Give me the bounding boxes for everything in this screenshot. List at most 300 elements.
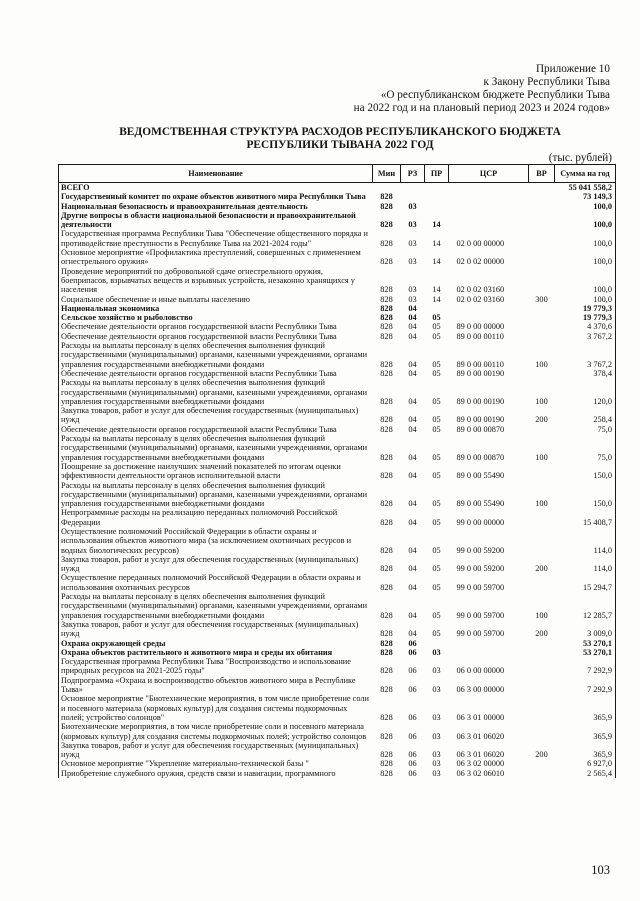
cell-min: 828	[380, 322, 393, 332]
cell-rz: 06	[408, 759, 417, 769]
cell-min: 828	[380, 201, 393, 211]
table-row	[59, 639, 616, 648]
cell-sum: 100,0	[555, 229, 616, 248]
cell-pr: 05	[432, 452, 441, 462]
cell-min: 828	[380, 359, 393, 369]
cell-sum: 114,0	[555, 555, 616, 574]
cell-vr: 300	[535, 294, 548, 304]
cell-rz: 04	[408, 396, 417, 406]
column-header-pr: ПР	[425, 165, 449, 183]
cell-vr: 100	[535, 452, 548, 462]
table-row	[59, 527, 616, 555]
cell-name: Поощрение за достижение наилучших значений показателей по итогам оценки эффективности деятельности органов исполнительной власти	[59, 462, 373, 481]
cell-rz: 06	[408, 647, 417, 657]
cell-pr: 05	[432, 545, 441, 555]
cell-min: 828	[380, 712, 393, 722]
cell-pr: 14	[432, 220, 441, 230]
cell-min: 828	[380, 257, 393, 267]
cell-rz: 04	[408, 424, 417, 434]
table-body	[59, 183, 616, 779]
cell-pr: 03	[432, 731, 441, 741]
cell-pr	[425, 183, 449, 193]
cell-vr	[529, 694, 555, 722]
cell-csr: 02 0 02 03160	[456, 285, 505, 295]
budget-table	[58, 164, 616, 778]
cell-pr: 05	[432, 313, 441, 323]
cell-pr: 05	[432, 610, 441, 620]
cell-min: 828	[380, 303, 393, 313]
cell-csr: 89 0 00 55490	[456, 499, 505, 509]
cell-csr: 89 0 00 00190	[456, 368, 505, 378]
cell-vr: 200	[535, 415, 548, 425]
cell-rz: 03	[408, 220, 417, 230]
cell-sum: 6 927,0	[555, 759, 616, 768]
cell-vr	[529, 202, 555, 211]
cell-rz: 06	[408, 685, 417, 695]
cell-name: Расходы на выплаты персоналу в целях обеспечения выполнения функций государственными (муниципальными) органами, казенными учреждениями, органами управления государственными внебюджетными фондами	[59, 481, 373, 509]
table-row	[59, 406, 616, 425]
table-row	[59, 378, 616, 406]
cell-csr: 89 0 00 00110	[456, 331, 504, 341]
table-row	[59, 508, 616, 527]
cell-rz: 04	[408, 368, 417, 378]
cell-name: Расходы на выплаты персоналу в целях обеспечения выполнения функций государственными (муниципальными) органами, казенными учреждениями, органами управления государственными внебюджетными фондами	[59, 378, 373, 406]
cell-pr: 05	[432, 517, 441, 527]
cell-csr: 89 0 00 00190	[456, 415, 505, 425]
cell-sum: 73 149,3	[555, 192, 616, 201]
cell-vr	[529, 573, 555, 592]
cell-rz: 03	[408, 201, 417, 211]
cell-min: 828	[380, 415, 393, 425]
cell-rz: 04	[408, 331, 417, 341]
cell-csr: 99 0 00 59200	[456, 545, 505, 555]
table-row	[59, 462, 616, 481]
cell-pr: 03	[432, 768, 441, 778]
appendix-line: к Закону Республики Тыва	[483, 76, 610, 88]
cell-sum: 7 292,9	[555, 657, 616, 676]
title-line: РЕСПУБЛИКИ ТЫВАНА 2022 ГОД	[246, 139, 434, 151]
cell-vr	[529, 192, 555, 201]
cell-rz: 06	[408, 638, 417, 648]
cell-name: Национальная экономика	[59, 304, 373, 313]
table-row	[59, 741, 616, 760]
cell-rz: 04	[408, 564, 417, 574]
cell-csr	[449, 192, 529, 201]
cell-rz: 04	[408, 313, 417, 323]
cell-csr: 99 0 00 59700	[456, 610, 505, 620]
table-row	[59, 676, 616, 695]
cell-name: Закупка товаров, работ и услуг для обеспечения государственных (муниципальных) нужд	[59, 620, 373, 639]
units-label: (тыс. рублей)	[548, 152, 612, 164]
cell-name: Закупка товаров, работ и услуг для обеспечения государственных (муниципальных) нужд	[59, 555, 373, 574]
cell-name: Биотехнические мероприятия, в том числе приобретение соли и посевного материала (кормовых культур) для создания системы подкормочных полей; устройство солонцов	[59, 722, 373, 741]
cell-vr	[529, 332, 555, 341]
cell-min: 828	[380, 610, 393, 620]
table-row	[59, 425, 616, 434]
cell-name: Расходы на выплаты персоналу в целях обеспечения выполнения функций государственными (муниципальными) органами, казенными учреждениями, органами управления государственными внебюджетными фондами	[59, 341, 373, 369]
cell-rz: 04	[408, 517, 417, 527]
table-row	[59, 694, 616, 722]
cell-pr: 05	[432, 368, 441, 378]
cell-csr: 89 0 00 00110	[456, 359, 504, 369]
cell-csr: 89 0 00 00870	[456, 424, 505, 434]
cell-csr: 06 3 02 06010	[456, 768, 505, 778]
cell-min: 828	[380, 192, 393, 202]
cell-name: Обеспечение деятельности органов государственной власти Республики Тыва	[59, 322, 373, 331]
cell-name: Закупка товаров, работ и услуг для обеспечения государственных (муниципальных) нужд	[59, 741, 373, 760]
cell-sum: 378,4	[555, 369, 616, 378]
cell-name: Приобретение служебного оружия, средств связи и навигации, программного	[59, 769, 373, 778]
cell-name: Осуществление полномочий Российской Федерации в области охраны и использования объектов животного мира (за исключением охотничьих ресурсов и водных биологических ресурсов)	[59, 527, 373, 555]
cell-csr: 89 0 00 00190	[456, 396, 505, 406]
cell-pr: 14	[432, 257, 441, 267]
cell-rz	[401, 183, 425, 193]
table-row	[59, 313, 616, 322]
cell-vr	[529, 267, 555, 295]
cell-min: 828	[380, 294, 393, 304]
table-row	[59, 481, 616, 509]
cell-csr	[449, 648, 529, 657]
table-row	[59, 722, 616, 741]
title-line: ВЕДОМСТВЕННАЯ СТРУКТУРА РАСХОДОВ РЕСПУБЛИКАНСКОГО БЮДЖЕТА	[119, 126, 561, 138]
cell-vr	[529, 639, 555, 648]
cell-vr	[529, 508, 555, 527]
cell-min: 828	[380, 768, 393, 778]
cell-pr: 05	[432, 424, 441, 434]
cell-csr	[449, 313, 529, 322]
cell-csr	[449, 183, 529, 193]
cell-csr: 99 0 00 59700	[456, 582, 505, 592]
cell-sum: 365,9	[555, 694, 616, 722]
cell-pr: 14	[432, 294, 441, 304]
table-row	[59, 332, 616, 341]
table-row	[59, 369, 616, 378]
table-row	[59, 592, 616, 620]
cell-min: 828	[380, 424, 393, 434]
cell-min: 828	[380, 313, 393, 323]
cell-pr: 14	[432, 238, 441, 248]
cell-pr	[425, 202, 449, 211]
cell-min: 828	[380, 750, 393, 760]
cell-rz: 04	[408, 629, 417, 639]
cell-csr: 06 3 00 00000	[456, 685, 505, 695]
cell-name: Обеспечение деятельности органов государственной власти Республики Тыва	[59, 332, 373, 341]
cell-name: Государственная программа Республики Тыва "Обеспечение общественного порядка и противодействие преступности в Республике Тыва на 2021-2024 годы"	[59, 229, 373, 248]
cell-name: Охрана объектов растительного и животного мира и среды их обитания	[59, 648, 373, 657]
table-row	[59, 295, 616, 304]
table-row	[59, 202, 616, 211]
cell-csr	[449, 304, 529, 313]
cell-rz: 04	[408, 415, 417, 425]
cell-pr	[425, 192, 449, 201]
page-number: 103	[591, 863, 610, 877]
cell-pr: 05	[432, 582, 441, 592]
table-row	[59, 759, 616, 768]
cell-vr	[529, 211, 555, 230]
cell-min: 828	[380, 285, 393, 295]
cell-csr: 06 3 01 06020	[456, 750, 505, 760]
cell-pr: 05	[432, 415, 441, 425]
cell-pr: 05	[432, 499, 441, 509]
cell-min: 828	[380, 731, 393, 741]
cell-rz: 04	[408, 545, 417, 555]
cell-name: Государственный комитет по охране объектов животного мира Республики Тыва	[59, 192, 373, 201]
cell-rz: 04	[408, 452, 417, 462]
table-row	[59, 555, 616, 574]
appendix-line: «О республиканском бюджете Республики Тыва	[380, 89, 610, 101]
table-row	[59, 248, 616, 267]
cell-sum: 114,0	[555, 527, 616, 555]
cell-pr: 03	[432, 685, 441, 695]
cell-sum: 19 779,3	[555, 304, 616, 313]
column-header-csr: ЦСР	[449, 165, 529, 183]
cell-min: 828	[380, 499, 393, 509]
table-row	[59, 657, 616, 676]
cell-name: Охрана окружающей среды	[59, 639, 373, 648]
cell-pr: 05	[432, 396, 441, 406]
cell-sum: 3 009,0	[555, 620, 616, 639]
cell-vr: 100	[535, 396, 548, 406]
cell-sum: 120,0	[555, 378, 616, 406]
cell-sum: 53 270,1	[555, 639, 616, 648]
appendix-note	[354, 63, 610, 115]
cell-min: 828	[380, 220, 393, 230]
cell-csr: 99 0 00 00000	[456, 517, 505, 527]
table-row	[59, 322, 616, 331]
cell-name: Осуществление переданных полномочий Российской Федерации в области охраны и использования охотничьих ресурсов	[59, 573, 373, 592]
cell-csr: 02 0 02 03160	[456, 294, 505, 304]
cell-pr: 03	[432, 712, 441, 722]
table-row	[59, 211, 616, 230]
cell-vr: 200	[535, 629, 548, 639]
cell-name: Основное мероприятие "Биотехнические мероприятия, в том числе приобретение соли и посевного материала (кормовых культур) для создания системы подкормочных полей; устройство солонцов"	[59, 694, 373, 722]
cell-vr: 100	[535, 610, 548, 620]
cell-sum: 365,9	[555, 741, 616, 760]
cell-csr: 89 0 00 55490	[456, 471, 505, 481]
cell-rz: 03	[408, 238, 417, 248]
cell-sum: 53 270,1	[555, 648, 616, 657]
cell-rz: 03	[408, 285, 417, 295]
column-header-name: Наименование	[59, 165, 373, 183]
cell-csr: 89 0 00 00000	[456, 322, 505, 332]
cell-min: 828	[380, 759, 393, 769]
cell-sum: 2 565,4	[555, 769, 616, 778]
cell-min: 828	[380, 545, 393, 555]
cell-vr	[529, 769, 555, 778]
cell-pr: 05	[432, 564, 441, 574]
table-row	[59, 229, 616, 248]
cell-name: Обеспечение деятельности органов государственной власти Республики Тыва	[59, 369, 373, 378]
cell-min: 828	[380, 564, 393, 574]
cell-name: Основное мероприятие "Укрепление материально-технической базы "	[59, 759, 373, 768]
cell-min: 828	[380, 331, 393, 341]
cell-rz: 06	[408, 768, 417, 778]
cell-vr	[529, 304, 555, 313]
cell-vr	[529, 759, 555, 768]
cell-min: 828	[380, 629, 393, 639]
cell-sum: 4 370,6	[555, 322, 616, 331]
table-row	[59, 267, 616, 295]
cell-csr: 02 0 00 00000	[456, 238, 505, 248]
cell-sum: 100,0	[555, 295, 616, 304]
cell-sum: 55 041 558,2	[555, 183, 616, 193]
cell-sum: 258,4	[555, 406, 616, 425]
cell-min: 828	[380, 452, 393, 462]
cell-pr: 05	[432, 322, 441, 332]
column-header-rz: РЗ	[401, 165, 425, 183]
cell-vr	[529, 229, 555, 248]
table-row	[59, 341, 616, 369]
cell-sum: 100,0	[555, 211, 616, 230]
cell-min: 828	[380, 685, 393, 695]
cell-name: Подпрограмма «Охрана и воспроизводство объектов животного мира в Республике Тыва»	[59, 676, 373, 695]
cell-rz: 04	[408, 499, 417, 509]
cell-csr	[449, 639, 529, 648]
cell-rz: 06	[408, 712, 417, 722]
cell-name: Основное мероприятие «Профилактика преступлений, совершенных с применением огнестрельного оружия»	[59, 248, 373, 267]
cell-sum: 3 767,2	[555, 332, 616, 341]
cell-min: 828	[380, 582, 393, 592]
cell-rz: 04	[408, 322, 417, 332]
cell-vr	[529, 183, 555, 193]
cell-rz: 04	[408, 610, 417, 620]
cell-sum: 15 294,7	[555, 573, 616, 592]
cell-rz: 04	[408, 471, 417, 481]
table-row	[59, 620, 616, 639]
cell-pr	[425, 639, 449, 648]
cell-vr	[529, 322, 555, 331]
cell-name: Проведение мероприятий по добровольной сдаче огнестрельного оружия, боеприпасов, взрывчатых веществ и взрывных устройств, незаконно хранящихся у населения	[59, 267, 373, 295]
cell-csr: 89 0 00 00870	[456, 452, 505, 462]
table-header-row	[59, 165, 616, 183]
cell-pr: 05	[432, 471, 441, 481]
cell-rz: 06	[408, 731, 417, 741]
cell-rz: 04	[408, 303, 417, 313]
cell-vr	[529, 313, 555, 322]
cell-pr: 05	[432, 331, 441, 341]
document-title	[60, 126, 620, 152]
cell-vr	[529, 462, 555, 481]
cell-name: Другие вопросы в области национальной безопасности и правоохранительной деятельности	[59, 211, 373, 230]
cell-name: Государственная программа Республики Тыва "Воспроизводство и использование природных ресурсов на 2021-2025 годы"	[59, 657, 373, 676]
cell-name: Сельское хозяйство и рыболовство	[59, 313, 373, 322]
table-row	[59, 304, 616, 313]
table-row	[59, 434, 616, 462]
cell-vr	[529, 722, 555, 741]
cell-csr: 02 0 02 00000	[456, 257, 505, 267]
cell-pr: 03	[432, 666, 441, 676]
cell-vr: 200	[535, 564, 548, 574]
cell-rz: 03	[408, 257, 417, 267]
cell-vr: 100	[535, 499, 548, 509]
cell-csr: 06 3 01 00000	[456, 712, 505, 722]
cell-pr	[425, 304, 449, 313]
cell-name: ВСЕГО	[59, 183, 373, 193]
cell-csr: 06 3 01 06020	[456, 731, 505, 741]
cell-sum: 100,0	[555, 248, 616, 267]
cell-vr	[529, 527, 555, 555]
cell-pr: 03	[432, 647, 441, 657]
appendix-line: Приложение 10	[535, 63, 610, 75]
cell-sum: 7 292,9	[555, 676, 616, 695]
table-row	[59, 769, 616, 778]
cell-vr	[529, 425, 555, 434]
table-row	[59, 648, 616, 657]
cell-sum: 100,0	[555, 267, 616, 295]
cell-rz: 06	[408, 666, 417, 676]
cell-rz: 03	[408, 294, 417, 304]
cell-pr: 03	[432, 759, 441, 769]
cell-min: 828	[380, 471, 393, 481]
cell-vr	[529, 248, 555, 267]
cell-sum: 3 767,2	[555, 341, 616, 369]
cell-min: 828	[380, 396, 393, 406]
cell-sum: 150,0	[555, 481, 616, 509]
cell-sum: 75,0	[555, 434, 616, 462]
table-row	[59, 192, 616, 201]
cell-rz: 04	[408, 582, 417, 592]
cell-sum: 150,0	[555, 462, 616, 481]
cell-vr	[529, 369, 555, 378]
cell-vr	[529, 676, 555, 695]
cell-min: 828	[380, 238, 393, 248]
cell-sum: 15 408,7	[555, 508, 616, 527]
cell-sum: 19 779,3	[555, 313, 616, 322]
cell-name: Непрограммные расходы на реализацию переданных полномочий Российской Федерации	[59, 508, 373, 527]
cell-name: Социальное обеспечение и иные выплаты населению	[59, 295, 373, 304]
table-row	[59, 183, 616, 193]
cell-csr: 06 0 00 00000	[456, 666, 505, 676]
cell-name: Обеспечение деятельности органов государственной власти Республики Тыва	[59, 425, 373, 434]
cell-pr: 05	[432, 629, 441, 639]
cell-min: 828	[380, 368, 393, 378]
table-row	[59, 573, 616, 592]
column-header-min: Мин	[373, 165, 401, 183]
cell-sum: 365,9	[555, 722, 616, 741]
cell-rz: 04	[408, 359, 417, 369]
cell-vr: 100	[535, 359, 548, 369]
cell-sum: 75,0	[555, 425, 616, 434]
cell-name: Расходы на выплаты персоналу в целях обеспечения выполнения функций государственными (муниципальными) органами, казенными учреждениями, органами управления государственными внебюджетными фондами	[59, 592, 373, 620]
cell-name: Закупка товаров, работ и услуг для обеспечения государственных (муниципальных) нужд	[59, 406, 373, 425]
cell-name: Расходы на выплаты персоналу в целях обеспечения выполнения функций государственными (муниципальными) органами, казенными учреждениями, органами управления государственными внебюджетными фондами	[59, 434, 373, 462]
column-header-sum: Сумма на год	[555, 165, 616, 183]
cell-sum: 12 285,7	[555, 592, 616, 620]
cell-vr: 200	[535, 750, 548, 760]
cell-min: 828	[380, 666, 393, 676]
cell-csr	[449, 211, 529, 230]
cell-vr	[529, 648, 555, 657]
cell-sum: 100,0	[555, 202, 616, 211]
cell-csr: 99 0 00 59200	[456, 564, 505, 574]
cell-pr: 05	[432, 359, 441, 369]
cell-min: 828	[380, 638, 393, 648]
cell-name: Национальная безопасность и правоохранительная деятельность	[59, 202, 373, 211]
cell-csr	[449, 202, 529, 211]
cell-pr: 03	[432, 750, 441, 760]
cell-rz: 06	[408, 750, 417, 760]
cell-csr: 99 0 00 59700	[456, 629, 505, 639]
appendix-line: на 2022 год и на плановый период 2023 и 2024 годов»	[353, 102, 610, 114]
cell-csr: 06 3 02 00000	[456, 759, 505, 769]
cell-rz	[401, 192, 425, 201]
cell-min	[373, 183, 401, 193]
cell-pr: 14	[432, 285, 441, 295]
column-header-vr: ВР	[529, 165, 555, 183]
cell-vr	[529, 657, 555, 676]
cell-min: 828	[380, 517, 393, 527]
cell-min: 828	[380, 647, 393, 657]
